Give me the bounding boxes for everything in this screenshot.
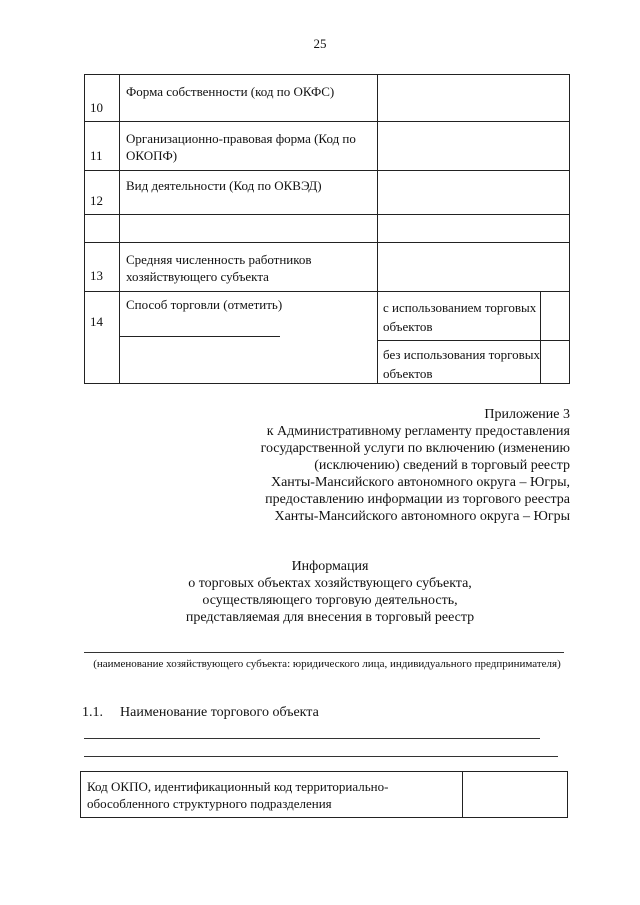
okpo-divider bbox=[462, 772, 463, 817]
form-table bbox=[84, 74, 570, 384]
row-divider bbox=[84, 291, 570, 292]
row-number: 14 bbox=[90, 314, 103, 329]
page-number: 25 bbox=[313, 36, 327, 51]
appendix-line: Приложение 3 bbox=[484, 407, 570, 422]
item-1-1 bbox=[82, 705, 319, 721]
row-number: 12 bbox=[90, 193, 103, 208]
row-divider bbox=[84, 214, 570, 215]
table-border-top bbox=[84, 74, 570, 75]
trade-option: с использованием торговых объектов bbox=[383, 300, 537, 334]
item-number: 1.1. bbox=[82, 705, 103, 720]
row-number: 10 bbox=[90, 100, 103, 115]
appendix-header bbox=[190, 406, 570, 525]
appendix-line: Ханты-Мансийского автономного округа – Югры bbox=[274, 509, 570, 524]
okpo-table bbox=[80, 771, 568, 818]
info-line: осуществляющего торговую деятельность, bbox=[202, 593, 458, 608]
row-label: Организационно-правовая форма (Код по ОКОПФ) bbox=[126, 131, 356, 163]
object-name-line bbox=[84, 756, 558, 757]
object-name-line bbox=[84, 738, 540, 739]
row-number: 13 bbox=[90, 268, 103, 283]
info-line: о торговых объектах хозяйствующего субъекта, bbox=[188, 576, 472, 591]
column-divider bbox=[377, 74, 378, 384]
partial-line bbox=[120, 336, 280, 337]
row-divider bbox=[84, 242, 570, 243]
table-border-right bbox=[569, 74, 570, 384]
row-divider bbox=[84, 170, 570, 171]
subject-caption: (наименование хозяйствующего субъекта: юридического лица, индивидуального предпринимателя) bbox=[93, 658, 561, 670]
okpo-label: Код ОКПО, идентификационный код территориально-обособленного структурного подразделения bbox=[87, 779, 389, 811]
appendix-line: Ханты-Мансийского автономного округа – Югры, bbox=[270, 475, 570, 490]
appendix-line: (исключению) сведений в торговый реестр bbox=[314, 458, 570, 473]
row-label: Средняя численность работников хозяйствующего субъекта bbox=[126, 252, 312, 284]
row-label: Способ торговли (отметить) bbox=[126, 297, 283, 312]
info-line: представляемая для внесения в торговый реестр bbox=[185, 610, 475, 625]
table-border-bottom bbox=[84, 383, 570, 384]
appendix-line: к Административному регламенту предоставления bbox=[266, 424, 570, 439]
trade-option: без использования торговых объектов bbox=[383, 347, 541, 381]
row-label: Вид деятельности (Код по ОКВЭД) bbox=[126, 178, 322, 193]
column-divider bbox=[119, 74, 120, 384]
subject-name-line bbox=[84, 652, 564, 653]
appendix-line: государственной услуги по включению (изменению bbox=[260, 441, 570, 456]
appendix-line: предоставлению информации из торгового реестра bbox=[265, 492, 570, 507]
item-label: Наименование торгового объекта bbox=[120, 705, 319, 720]
option-divider bbox=[377, 340, 570, 341]
row-number: 11 bbox=[90, 148, 103, 163]
row-label: Форма собственности (код по ОКФС) bbox=[126, 84, 335, 99]
table-border-left bbox=[84, 74, 85, 384]
info-heading bbox=[130, 558, 530, 626]
row-divider bbox=[84, 121, 570, 122]
info-title: Информация bbox=[291, 559, 369, 574]
